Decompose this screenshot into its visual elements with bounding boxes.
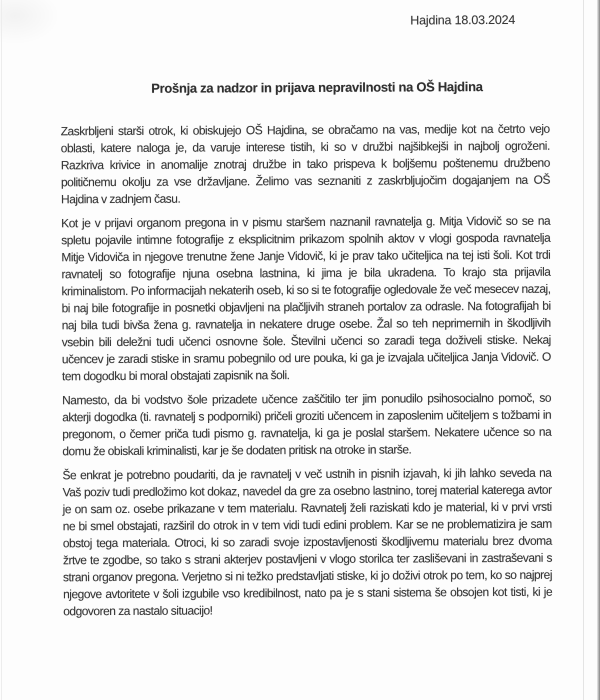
letter-paragraph-1: Zaskrbljeni starši otrok, ki obiskujejo OŠ Hajdina, se obračamo na vas, medije kot na četrto vejo oblasti, katere naloga je, da varuje interese tistih, ki so v družbi najšibkejši in najbolj ogroženi. Razkriva krivice in anomalije znotraj družbe in tako prispeva k boljšemu poštenemu družbeno političnemu okolju za vse državljane. Želimo vas seznaniti z zaskrbljujočim dogajanjem na OŠ Hajdina v zadnjem času.: [60, 121, 550, 207]
letter-body: [60, 0, 552, 627]
letter-title: Prošnja za nadzor in prijava nepravilnosti na OŠ Hajdina: [151, 79, 483, 96]
date-line: Hajdina 18.03.2024: [410, 12, 516, 28]
letter-paragraph-4: Še enkrat je potrebno poudariti, da je ravnatelj v več ustnih in pisnih izjavah, ki jih lahko seveda na Vaš poziv tudi predložimo kot dokaz, navedel da gre za osebno lastnino, torej material katerega avtor je on sam oz. osebe prikazane v tem materialu. Ravnatelj želi raziskati kdo je material, ki v prvi vrsti ne bi smel obstajati, razširil do otrok in v tem vidi tudi edini problem. Kar se ne problematizira je sam obstoj tega materiala. Otroci, ki so zaradi svoje izpostavljenosti škodljivemu materialu brez dvoma žrtve te zgodbe, so tako s strani akterjev postavljeni v vlogo storilca ter zasliševani in zastraševani s strani organov pregona. Verjetno si ni težko predstavljati stiske, ki jo doživi otrok po tem, ko so najprej njegove avtoritete v šoli izgubile vso kredibilnost, nato pa je s stani sistema še obsojen kot tisti, ki je odgovoren za nastalo situacijo!: [62, 465, 553, 619]
page-right-edge-line: [583, 0, 584, 700]
letter-paragraph-3: Namesto, da bi vodstvo šole prizadete učence zaščitilo ter jim ponudilo psihosocialno pomoč, so akterji dogodka (ti. ravnatelj s podporniki) pričeli groziti učencem in zaposlenim učiteljem s tožbami in pregonom, o čemer priča tudi pismo g. ravnatelja, ki ga je poslal staršem. Nekatere učence so na domu že obiskali kriminalisti, kar je še dodaten pritisk na otroke in starše.: [62, 390, 552, 459]
page-left-edge-line: [1, 0, 2, 700]
letter-paragraph-2: Kot je v prijavi organom pregona in v pismu staršem naznanil ravnatelja g. Mitja Vidovič so se na spletu pojavile intimne fotografije z eksplicitnim prikazom spolnih aktov v vlogi gospoda ravnatelja Mitje Vidoviča in njegove trenutne žene Janje Vidovič, ki je prav tako učiteljica na tej isti šoli. Kot trdi ravnatelj so fotografije njuna osebna lastnina, ki jima je bila ukradena. To krajo sta prijavila kriminalistom. Po informacijah nekaterih oseb, ki so si te fotografije ogledovale že več mesecev nazaj, bi naj bile fotografije in posnetki objavljeni na plačljivih straneh portalov za odrasle. Na fotografijah bi naj bila tudi bivša žena g. ravnatelja in nekatere druge osebe. Žal so teh neprimernih in škodljivih vsebin bili deležni tudi učenci osnovne šole. Številni učenci so zaradi tega doživeli stiske. Nekaj učencev je zaradi stiske in sramu pobegnilo od ure pouka, ki ga je izvajala učiteljica Janja Vidovič. O tem dogodku bi moral obstajati zapisnik na šoli.: [61, 213, 551, 384]
scan-smudge: [0, 0, 60, 45]
